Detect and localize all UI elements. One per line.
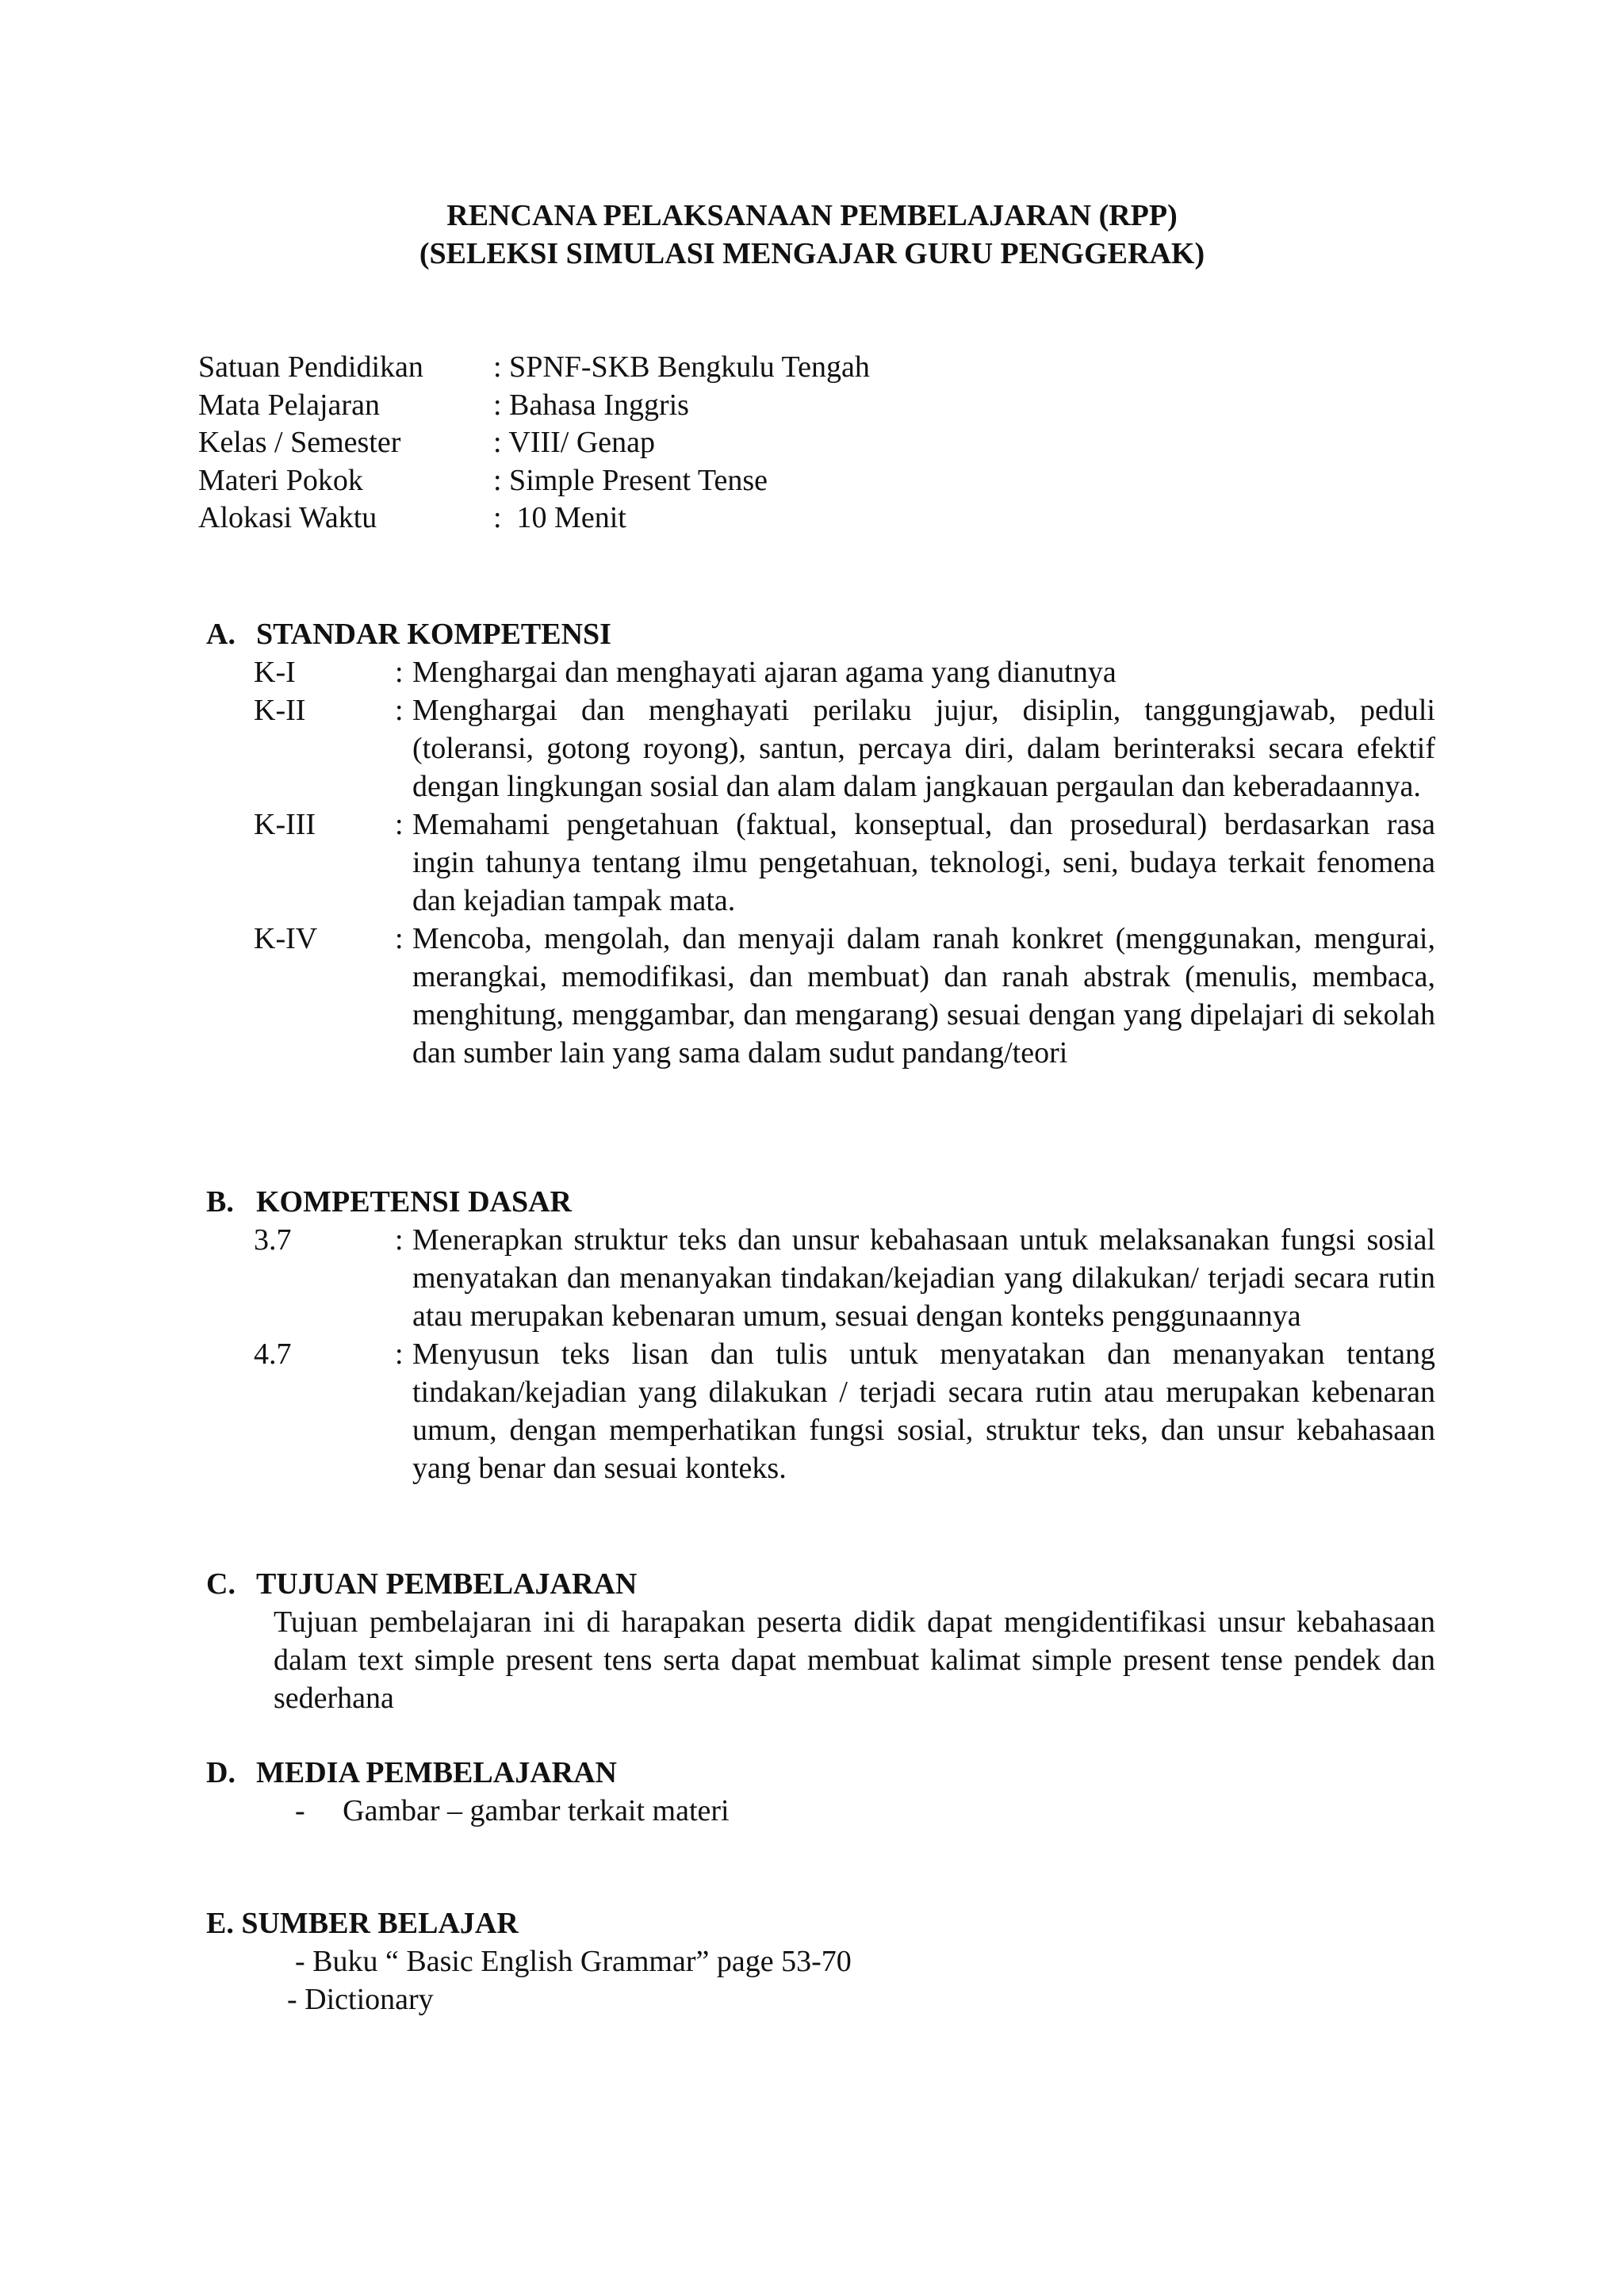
section-d-heading <box>206 1754 617 1792</box>
item-text: Mencoba, mengolah, dan menyaji dalam ranah konkret (menggunakan, mengurai, merangkai, memodifikasi, dan membuat) dan ranah abstrak (menulis, membaca, menghitung, menggambar, dan mengarang) sesuai dengan yang dipelajari di sekolah dan sumber lain yang sama dalam sudut pandang/teori <box>412 922 1435 1070</box>
section-letter: C. <box>206 1567 236 1601</box>
tujuan-paragraph: Tujuan pembelajaran ini di harapakan peserta didik dapat mengidentifikasi unsur kebahasaan dalam text simple present tens serta dapat membuat kalimat simple present tense pendek dan sederhana <box>274 1605 1435 1715</box>
item-colon: : <box>395 1223 404 1257</box>
item-colon: : <box>395 694 404 727</box>
item-colon: : <box>395 656 404 689</box>
item-code: K-I <box>254 656 296 689</box>
section-b-heading <box>206 1183 572 1221</box>
item-code: 3.7 <box>254 1223 292 1257</box>
identity-label: Satuan Pendidikan <box>198 350 423 384</box>
item-colon: : <box>395 1337 404 1371</box>
section-title: MEDIA PEMBELAJARAN <box>256 1756 617 1789</box>
section-letter: B. <box>206 1185 234 1219</box>
item-code: K-III <box>254 808 316 841</box>
section-title: TUJUAN PEMBELAJARAN <box>256 1567 638 1601</box>
item-text: Menghargai dan menghayati ajaran agama yang dianutnya <box>412 656 1116 689</box>
section-title: STANDAR KOMPETENSI <box>256 618 611 651</box>
section-c-heading <box>206 1565 637 1603</box>
list-item <box>254 691 1435 806</box>
kompetensi-dasar-list <box>254 1221 1435 1487</box>
section-letter: D. <box>206 1756 236 1789</box>
item-colon: : <box>395 808 404 841</box>
item-code: 4.7 <box>254 1337 292 1371</box>
sumber-item: - Dictionary <box>287 1983 434 2016</box>
identity-value: : 10 Menit <box>493 501 626 534</box>
item-text: Memahami pengetahuan (faktual, konseptual, dan prosedural) berdasarkan rasa ingin tahunya tentang ilmu pengetahuan, teknologi, seni, budaya terkait fenomena dan kejadian tampak mata. <box>412 808 1435 917</box>
list-item <box>254 653 1435 691</box>
document-subtitle: (SELEKSI SIMULASI MENGAJAR GURU PENGGERAK) <box>419 237 1205 270</box>
identity-row <box>198 349 870 387</box>
sumber-item: - Buku “ Basic English Grammar” page 53-70 <box>295 1945 852 1978</box>
standar-kompetensi-list <box>254 653 1435 1072</box>
identity-value: : SPNF-SKB Bengkulu Tengah <box>493 350 870 384</box>
section-a-heading <box>206 615 611 653</box>
item-text: Menerapkan struktur teks dan unsur kebahasaan untuk melaksanakan fungsi sosial menyatakan dan menanyakan tindakan/kejadian yang dilakukan/ terjadi secara rutin atau merupakan kebenaran umum, sesuai dengan konteks penggunaannya <box>412 1223 1435 1333</box>
identity-row <box>198 499 870 538</box>
identity-label: Kelas / Semester <box>198 426 401 459</box>
section-title: KOMPETENSI DASAR <box>256 1185 572 1219</box>
list-item <box>254 1335 1435 1487</box>
identity-value: : Bahasa Inggris <box>493 388 689 422</box>
section-e-heading: E. SUMBER BELAJAR <box>206 1907 519 1940</box>
identity-label: Mata Pelajaran <box>198 388 380 422</box>
list-item <box>254 806 1435 920</box>
identity-label: Alokasi Waktu <box>198 501 377 534</box>
item-text: Menyusun teks lisan dan tulis untuk menyatakan dan menanyakan tentang tindakan/kejadian yang dilakukan / terjadi secara rutin atau merupakan kebenaran umum, dengan memperhatikan fungsi sosial, struktur teks, dan unsur kebahasaan yang benar dan sesuai konteks. <box>412 1337 1435 1485</box>
section-letter: A. <box>206 618 236 651</box>
document-title: RENCANA PELAKSANAAN PEMBELAJARAN (RPP) <box>446 199 1178 232</box>
identity-row <box>198 387 870 425</box>
identity-label: Materi Pokok <box>198 463 363 497</box>
identity-block <box>198 349 870 538</box>
identity-value: : VIII/ Genap <box>493 426 656 459</box>
item-text: Menghargai dan menghayati perilaku jujur, disiplin, tanggungjawab, peduli (toleransi, gotong royong), santun, percaya diri, dalam berinteraksi secara efektif dengan lingkungan sosial dan alam dalam jangkauan pergaulan dan keberadaannya. <box>412 694 1435 803</box>
media-item: - Gambar – gambar terkait materi <box>295 1794 730 1827</box>
list-item <box>254 1221 1435 1335</box>
item-code: K-II <box>254 694 306 727</box>
list-item <box>254 920 1435 1072</box>
item-colon: : <box>395 922 404 955</box>
identity-value: : Simple Present Tense <box>493 463 768 497</box>
identity-row <box>198 424 870 462</box>
item-code: K-IV <box>254 922 318 955</box>
identity-row <box>198 462 870 500</box>
